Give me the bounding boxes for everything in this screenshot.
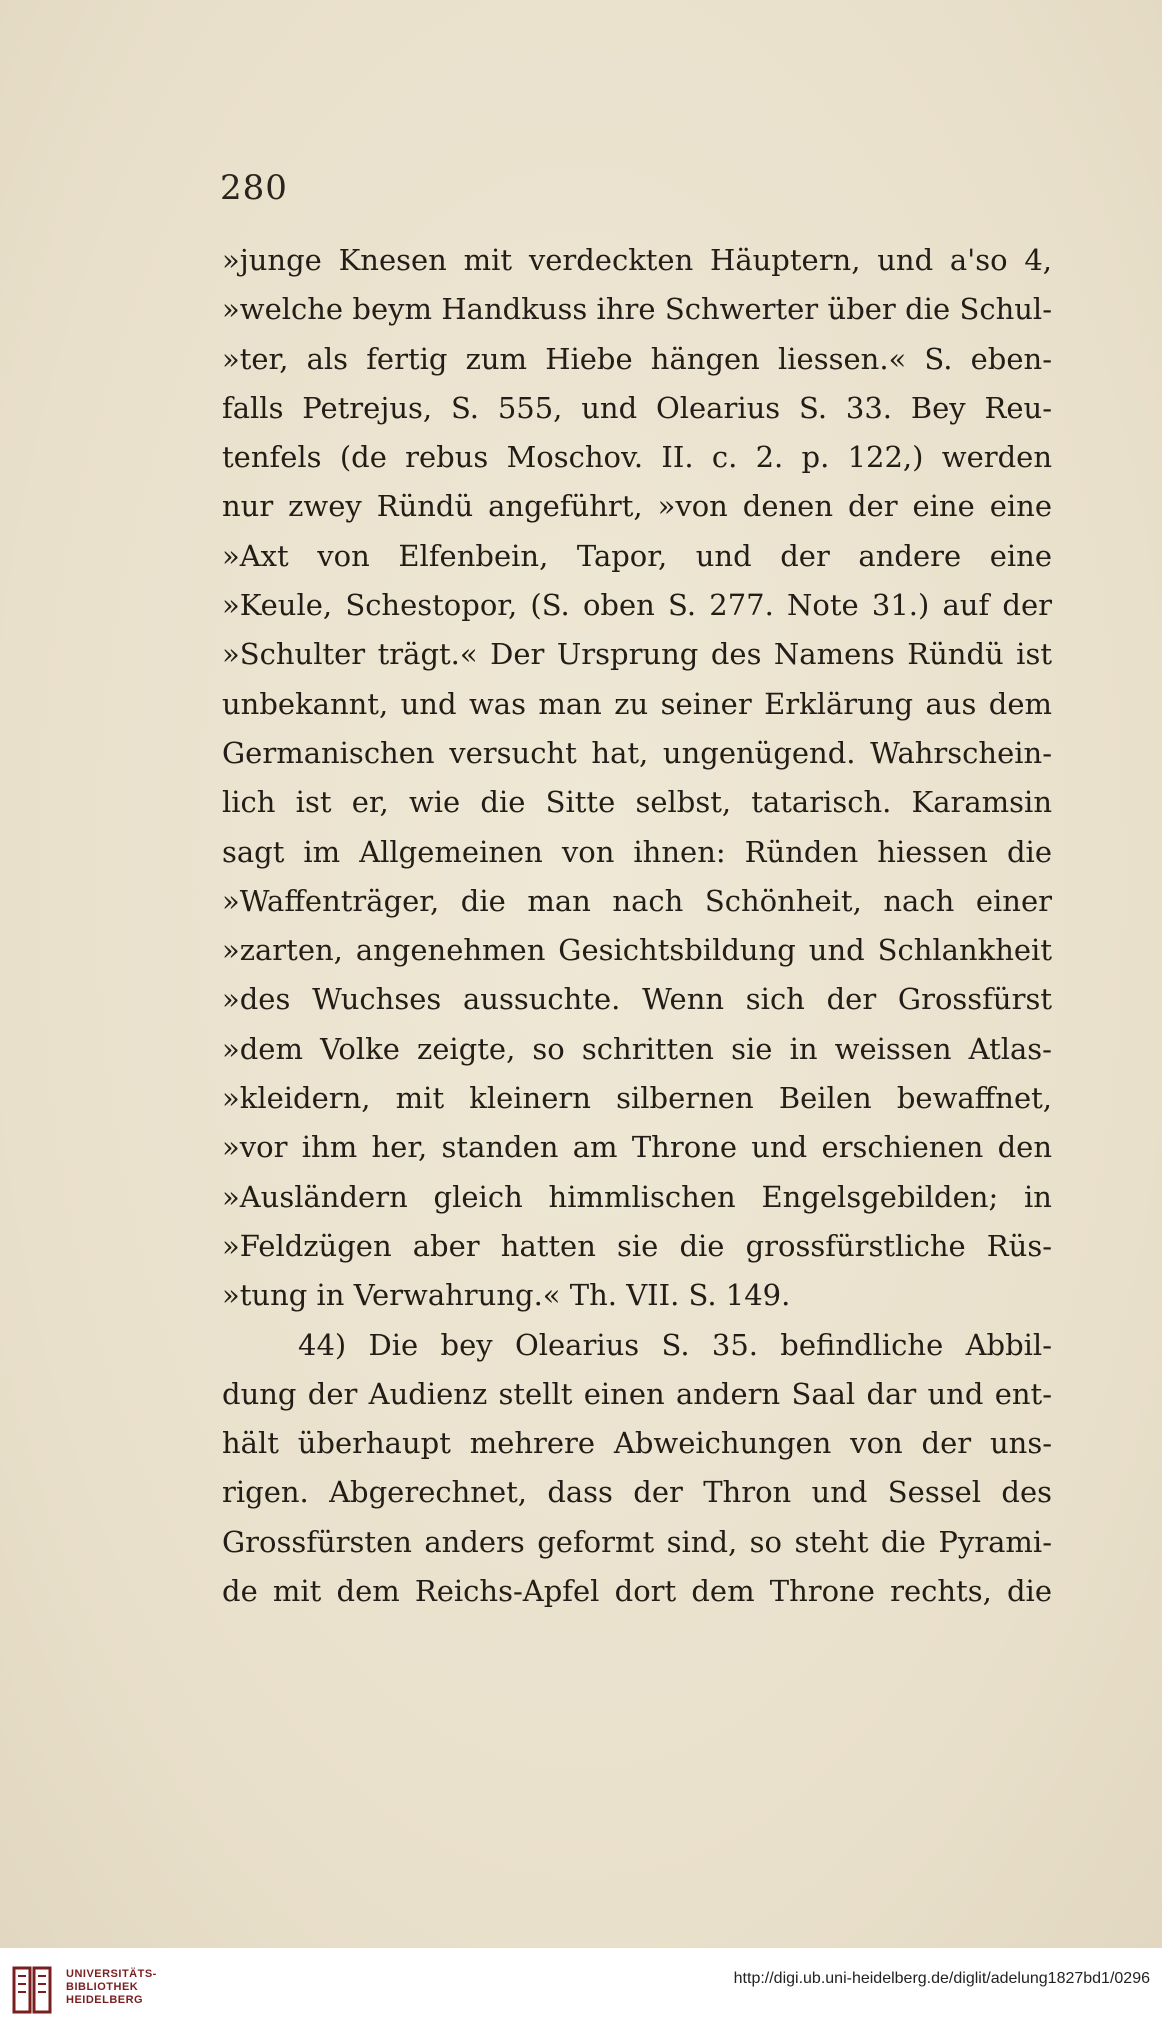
- library-logo[interactable]: [10, 1962, 160, 2022]
- text-line: unbekannt, und was man zu seiner Erklärung aus dem: [222, 686, 1052, 721]
- text-line: Grossfürsten anders geformt sind, so steht die Pyrami-: [222, 1524, 1052, 1559]
- text-line: »Schulter trägt.« Der Ursprung des Namens Ründü ist: [222, 637, 1052, 672]
- text-line: »Axt von Elfenbein, Tapor, und der andere eine: [222, 538, 1052, 573]
- text-line: »zarten, angenehmen Gesichtsbildung und Schlankheit: [222, 933, 1052, 968]
- page-url[interactable]: http://digi.ub.uni-heidelberg.de/diglit/adelung1827bd1/0296: [733, 1970, 1150, 1987]
- text-line: »Ausländern gleich himmlischen Engelsgebilden; in: [222, 1179, 1052, 1214]
- text-line: »des Wuchses aussuchte. Wenn sich der Grossfürst: [222, 982, 1052, 1017]
- text-line: tenfels (de rebus Moschov. II. c. 2. p. 122,) werden: [222, 440, 1052, 475]
- text-line: falls Petrejus, S. 555, und Olearius S. 33. Bey Reu-: [222, 390, 1052, 425]
- logo-line-3: HEIDELBERG: [66, 1994, 144, 2006]
- text-line: »vor ihm her, standen am Throne und erschienen den: [222, 1130, 1052, 1165]
- text-line: sagt im Allgemeinen von ihnen: Ründen hiessen die: [222, 834, 1052, 869]
- text-line: »Keule, Schestopor, (S. oben S. 277. Note 31.) auf der: [222, 588, 1052, 623]
- viewer-footer: [0, 1948, 1162, 2032]
- logo-line-1: UNIVERSITÄTS-: [66, 1968, 157, 1980]
- text-line: hält überhaupt mehrere Abweichungen von der uns-: [222, 1426, 1052, 1461]
- footnote-start-line: 44) Die bey Olearius S. 35. befindliche Abbil-: [298, 1327, 1052, 1362]
- text-line: dung der Audienz stellt einen andern Saal dar und ent-: [222, 1376, 1052, 1411]
- text-line: »tung in Verwahrung.« Th. VII. S. 149.: [222, 1278, 791, 1313]
- text-line: lich ist er, wie die Sitte selbst, tatarisch. Karamsin: [222, 785, 1052, 820]
- text-line: »dem Volke zeigte, so schritten sie in weissen Atlas-: [222, 1031, 1052, 1066]
- text-line: »Waffenträger, die man nach Schönheit, nach einer: [222, 883, 1052, 918]
- text-line: »Feldzügen aber hatten sie die grossfürstliche Rüs-: [222, 1228, 1052, 1263]
- logo-line-2: BIBLIOTHEK: [66, 1981, 139, 1993]
- text-line: rigen. Abgerechnet, dass der Thron und Sessel des: [222, 1475, 1052, 1510]
- text-line: nur zwey Ründü angeführt, »von denen der eine eine: [222, 489, 1052, 524]
- library-logo-icon: [10, 1962, 56, 2018]
- text-line: »ter, als fertig zum Hiebe hängen liessen.« S. eben-: [222, 341, 1052, 376]
- text-line: »welche beym Handkuss ihre Schwerter über die Schul-: [222, 292, 1052, 327]
- library-logo-text: [66, 1968, 157, 2007]
- text-line: de mit dem Reichs-Apfel dort dem Throne rechts, die: [222, 1574, 1052, 1609]
- text-line: Germanischen versucht hat, ungenügend. Wahrschein-: [222, 735, 1052, 770]
- text-line: »junge Knesen mit verdeckten Häuptern, und a'so 4,: [222, 243, 1052, 277]
- page-number: 280: [220, 168, 288, 208]
- text-line: »kleidern, mit kleinern silbernen Beilen bewaffnet,: [222, 1081, 1052, 1116]
- body-text: [222, 236, 1052, 1616]
